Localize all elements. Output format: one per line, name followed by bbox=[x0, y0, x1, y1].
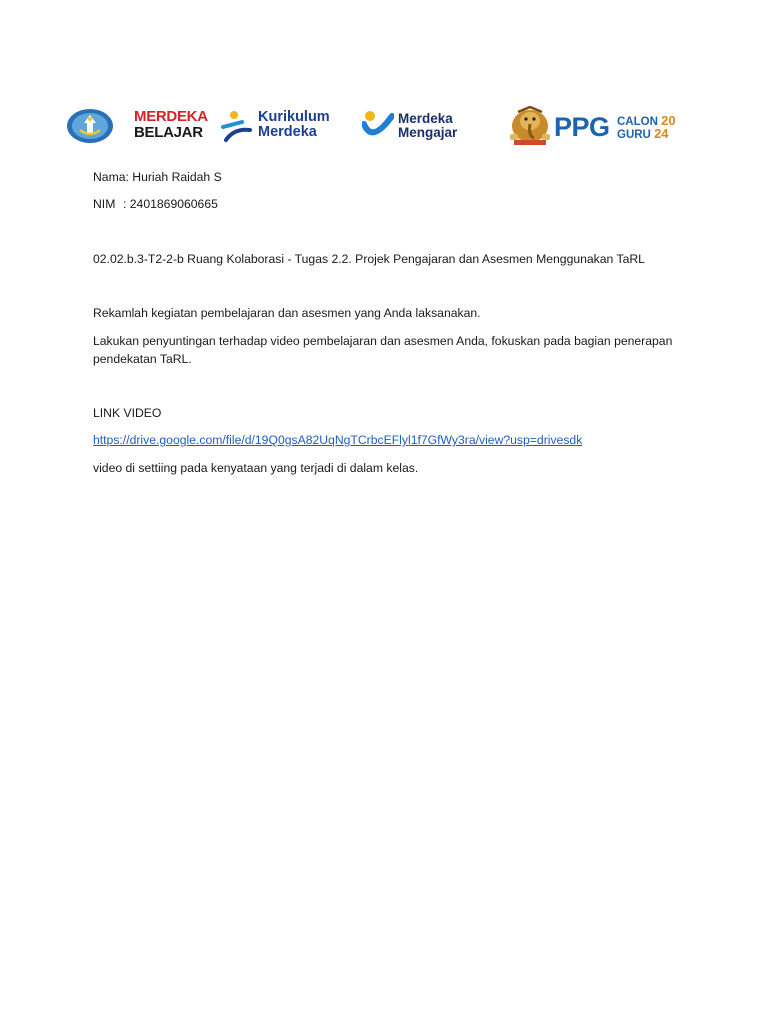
merdeka-mengajar-logo bbox=[362, 108, 482, 146]
tut-wuri-handayani-seal-icon bbox=[66, 108, 114, 144]
kurikulum-merdeka-line2: Merdeka bbox=[258, 124, 317, 140]
kurikulum-merdeka-line1: Kurikulum bbox=[258, 109, 330, 125]
merdeka-mengajar-line2: Mengajar bbox=[398, 125, 458, 140]
merdeka-mengajar-line1: Merdeka bbox=[398, 111, 453, 126]
merdeka-belajar-logo bbox=[134, 108, 208, 143]
instruction-2: Lakukan penyuntingan terhadap video pembelajaran dan asesmen Anda, fokuskan pada bagian penerapan pendekatan TaRL. bbox=[93, 334, 673, 366]
calon-guru-2024-logo bbox=[617, 115, 677, 141]
student-name: Nama: Huriah Raidah S bbox=[93, 170, 222, 184]
video-heading: LINK VIDEO bbox=[93, 406, 162, 420]
student-nim bbox=[93, 195, 218, 213]
ganesha-mascot-icon bbox=[508, 106, 552, 148]
kurikulum-merdeka-logo bbox=[220, 108, 348, 144]
kurikulum-merdeka-mark-icon bbox=[220, 110, 254, 144]
merdeka-belajar-line1: MERDEKA bbox=[134, 108, 208, 125]
video-note: video di settiing pada kenyataan yang terjadi di dalam kelas. bbox=[93, 461, 419, 475]
instruction-1: Rekamlah kegiatan pembelajaran dan asesmen yang Anda laksanakan. bbox=[93, 306, 481, 320]
nim-value: : 2401869060665 bbox=[123, 197, 218, 211]
merdeka-mengajar-mark-icon bbox=[362, 110, 394, 144]
nim-label: NIM bbox=[93, 197, 116, 211]
year-top-text: 20 bbox=[661, 113, 676, 128]
video-link[interactable]: https://drive.google.com/file/d/19Q0gsA82UqNgTCrbcEFlyl1f7GfWy3ra/view?usp=drivesdk bbox=[93, 433, 583, 447]
guru-text: GURU bbox=[617, 129, 651, 141]
assignment-title: 02.02.b.3-T2-2-b Ruang Kolaborasi - Tugas 2.2. Projek Pengajaran dan Asesmen Menggunakan TaRL bbox=[93, 252, 645, 266]
year-bottom-text: 24 bbox=[654, 126, 669, 141]
calon-text: CALON bbox=[617, 116, 658, 128]
merdeka-belajar-line2: BELAJAR bbox=[134, 124, 203, 141]
ppg-logo-text: PPG bbox=[554, 112, 610, 142]
header-logo-strip bbox=[64, 104, 674, 148]
